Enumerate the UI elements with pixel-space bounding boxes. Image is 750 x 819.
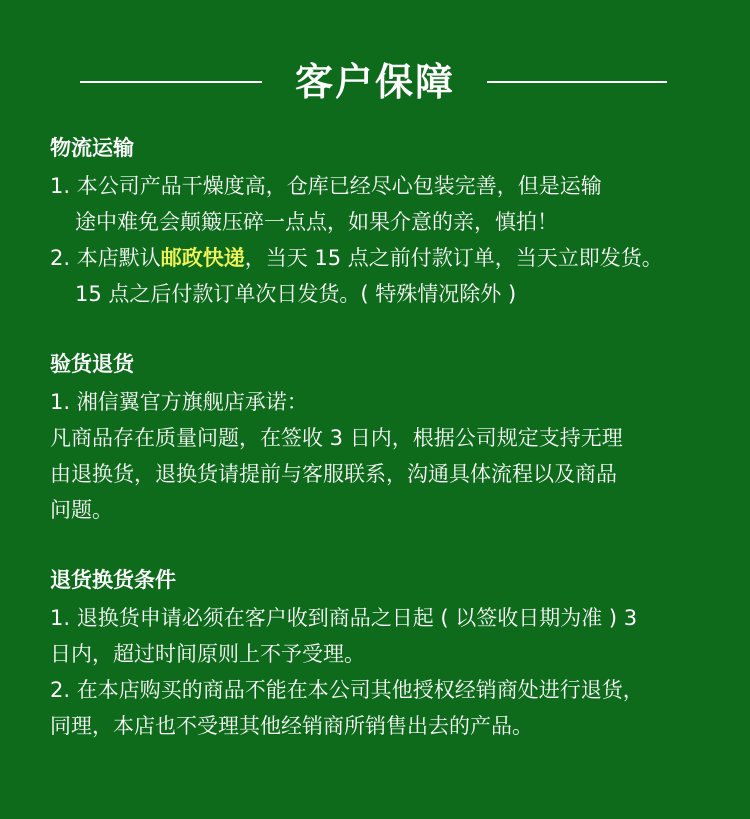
section-inspection-return xyxy=(50,346,730,528)
inspection-line-2: 凡商品存在质量问题，在签收 3 日内，根据公司规定支持无理 xyxy=(50,426,623,450)
logistics-item-1-line-1: 1. 本公司产品干燥度高，仓库已经尽心包装完善，但是运输 xyxy=(50,174,602,198)
inspection-line-4: 问题。 xyxy=(50,498,113,522)
inspection-line-3: 由退换货，退换货请提前与客服联系，沟通具体流程以及商品 xyxy=(50,462,617,486)
header-right-divider xyxy=(487,81,667,83)
section-title-return-exchange: 退货换货条件 xyxy=(50,568,176,592)
logistics-item-2-line-2: 15 点之后付款订单次日发货。( 特殊情况除外 ) xyxy=(75,282,517,306)
inspection-line-1: 1. 湘信翼官方旗舰店承诺： xyxy=(50,390,308,414)
section-title-logistics: 物流运输 xyxy=(50,136,134,160)
conditions-line-2: 日内，超过时间原则上不予受理。 xyxy=(50,642,365,666)
courier-highlight: 邮政快递 xyxy=(160,246,245,270)
logistics-item-2-line-1 xyxy=(50,240,730,276)
section-return-exchange-conditions xyxy=(50,562,730,744)
conditions-line-1: 1. 退换货申请必须在客户收到商品之日起 ( 以签收日期为准 ) 3 xyxy=(50,606,638,630)
header xyxy=(0,52,750,112)
logistics-item-2-prefix: 2. 本店默认 xyxy=(50,246,161,270)
conditions-line-3: 2. 在本店购买的商品不能在本公司其他授权经销商处进行退货， xyxy=(50,678,644,702)
logistics-item-2-suffix: ，当天 15 点之前付款订单，当天立即发货。 xyxy=(244,246,663,270)
page-title: 客户保障 xyxy=(294,60,455,104)
section-title-inspection-return: 验货退货 xyxy=(50,352,134,376)
conditions-line-4: 同理，本店也不受理其他经销商所销售出去的产品。 xyxy=(50,714,533,738)
logistics-item-1-line-2: 途中难免会颠簸压碎一点点，如果介意的亲，慎拍！ xyxy=(75,210,558,234)
content xyxy=(50,130,730,778)
section-logistics xyxy=(50,130,730,312)
